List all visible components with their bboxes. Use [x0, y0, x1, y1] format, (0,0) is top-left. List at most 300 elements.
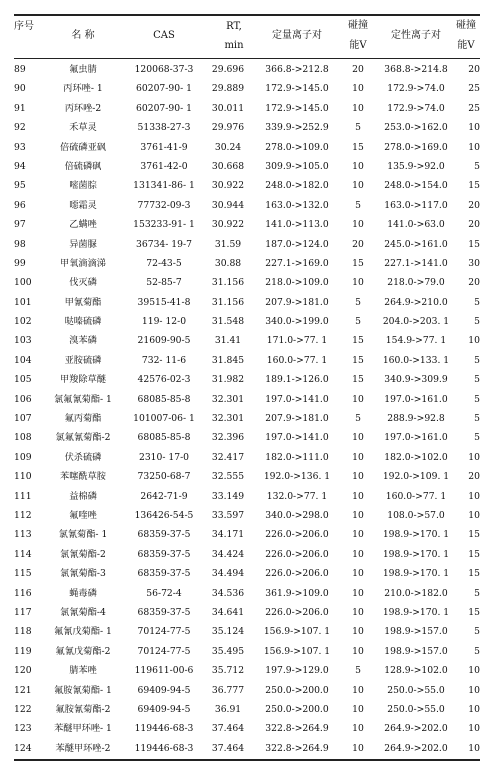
table-body — [14, 60, 480, 758]
cell-qual-ion: 227.1->141.0 — [384, 257, 448, 269]
cell-ce1: 10 — [352, 684, 364, 696]
cell-ce1: 15 — [352, 335, 364, 347]
cell-ce1: 10 — [352, 471, 364, 483]
cell-quant-ion: 207.9->181.0 — [265, 296, 329, 308]
cell-ce2: 20 — [468, 64, 480, 75]
cell-ce1: 10 — [352, 509, 364, 521]
cell-ce1: 10 — [352, 160, 364, 172]
cell-cas: 68359-37-5 — [137, 548, 191, 560]
cell-rt: 35.124 — [211, 626, 245, 638]
table-row — [14, 60, 480, 79]
cell-no: 89 — [14, 64, 26, 75]
cell-cas: 120068-37-3 — [134, 64, 194, 75]
header-ce1-line2: 能V — [349, 40, 367, 51]
cell-cas: 52-85-7 — [146, 277, 182, 289]
cell-rt: 32.555 — [211, 471, 245, 483]
cell-ce2: 25 — [468, 83, 480, 95]
cell-name: 甲氰菊酯 — [64, 296, 102, 308]
cell-ce1: 15 — [352, 257, 364, 269]
cell-qual-ion: 192.0->109. 1 — [382, 471, 450, 483]
cell-name: 亚胺硫磷 — [64, 354, 102, 366]
cell-ce2: 20 — [468, 199, 480, 211]
cell-name: 腈苯唑 — [69, 665, 97, 677]
cell-qual-ion: 135.9->92.0 — [387, 160, 445, 172]
cell-quant-ion: 226.0->206.0 — [265, 568, 329, 580]
cell-name: 苯醚甲环唑-2 — [55, 742, 111, 754]
cell-rt: 31.156 — [211, 296, 245, 308]
table-row — [14, 176, 480, 195]
header-ce2-line1: 碰撞 — [456, 20, 476, 31]
cell-no: 102 — [14, 316, 32, 328]
cell-cas: 68359-37-5 — [137, 606, 191, 618]
cell-rt: 30.88 — [214, 257, 242, 269]
header-ce2-line2: 能V — [457, 40, 475, 51]
cell-name: 氟胺氰菊酯-2 — [55, 703, 111, 715]
cell-ce1: 15 — [352, 354, 364, 366]
cell-no: 97 — [14, 219, 26, 231]
cell-no: 107 — [14, 413, 32, 425]
cell-cas: 77732-09-3 — [137, 199, 191, 211]
table-header — [14, 14, 480, 58]
cell-ce2: 10 — [468, 451, 480, 463]
cell-no: 115 — [14, 568, 32, 580]
cell-name: 禾草灵 — [69, 122, 97, 134]
cell-cas: 21609-90-5 — [137, 335, 191, 347]
cell-ce1: 10 — [352, 451, 364, 463]
cell-ce1: 10 — [352, 568, 364, 580]
cell-ce1: 10 — [352, 606, 364, 618]
cell-name: 氟氰戊菊酯-2 — [55, 645, 111, 657]
cell-quant-ion: 197.9->129.0 — [265, 665, 329, 677]
cell-ce2: 15 — [468, 548, 480, 560]
cell-name: 益棉磷 — [69, 490, 97, 502]
cell-cas: 39515-41-8 — [137, 296, 191, 308]
table-row — [14, 331, 480, 350]
cell-ce1: 10 — [352, 490, 364, 502]
header-rule — [14, 58, 480, 59]
cell-ce2: 20 — [468, 219, 480, 231]
cell-ce1: 10 — [352, 83, 364, 95]
cell-cas: 2310- 17-0 — [138, 451, 190, 463]
cell-ce1: 5 — [355, 413, 361, 425]
cell-ce1: 20 — [352, 64, 364, 75]
cell-ce2: 10 — [468, 490, 480, 502]
cell-ce2: 15 — [468, 606, 480, 618]
cell-ce2: 5 — [474, 160, 480, 172]
cell-no: 111 — [14, 490, 32, 502]
cell-no: 98 — [14, 238, 26, 250]
cell-qual-ion: 128.9->102.0 — [384, 665, 448, 677]
cell-rt: 31.982 — [211, 374, 245, 386]
table-row — [14, 293, 480, 312]
cell-rt: 33.597 — [211, 509, 245, 521]
cell-rt: 36.91 — [214, 703, 242, 715]
cell-cas: 68359-37-5 — [137, 568, 191, 580]
cell-qual-ion: 197.0->161.0 — [384, 432, 448, 444]
cell-name: 氯氟氰菊酯- 1 — [54, 393, 112, 405]
cell-cas: 69409-94-5 — [137, 703, 191, 715]
cell-qual-ion: 198.9->170. 1 — [382, 606, 450, 618]
cell-ce1: 10 — [352, 645, 364, 657]
table-row — [14, 138, 480, 157]
cell-qual-ion: 204.0->203. 1 — [382, 316, 450, 328]
cell-quant-ion: 340.0->199.0 — [265, 316, 329, 328]
cell-name: 甲氧滴滴涕 — [60, 257, 106, 269]
cell-ce1: 10 — [352, 548, 364, 560]
cell-rt: 32.396 — [211, 432, 245, 444]
cell-qual-ion: 218.0->79.0 — [387, 277, 445, 289]
cell-cas: 119611-00-6 — [134, 665, 194, 677]
table-row — [14, 118, 480, 137]
cell-ce2: 5 — [474, 587, 480, 599]
cell-rt: 34.494 — [211, 568, 245, 580]
cell-rt: 30.668 — [211, 160, 245, 172]
cell-qual-ion: 278.0->169.0 — [384, 141, 448, 153]
cell-ce2: 5 — [474, 296, 480, 308]
cell-name: 丙环唑-2 — [64, 102, 102, 114]
cell-no: 118 — [14, 626, 32, 638]
cell-name: 蝇毒磷 — [69, 587, 97, 599]
cell-no: 122 — [14, 703, 32, 715]
cell-cas: 72-43-5 — [146, 257, 182, 269]
cell-cas: 70124-77-5 — [137, 626, 191, 638]
cell-ce1: 10 — [352, 277, 364, 289]
cell-ce2: 5 — [474, 645, 480, 657]
table-row — [14, 467, 480, 486]
cell-ce2: 10 — [468, 723, 480, 735]
cell-cas: 68085-85-8 — [137, 432, 191, 444]
cell-name: 倍硫磷砜 — [64, 160, 102, 172]
cell-no: 96 — [14, 199, 26, 211]
cell-no: 99 — [14, 257, 26, 269]
cell-quant-ion: 248.0->182.0 — [265, 180, 329, 192]
cell-qual-ion: 288.9->92.8 — [387, 413, 445, 425]
header-qual-ion: 定性离子对 — [391, 30, 441, 41]
cell-no: 91 — [14, 102, 26, 114]
table-row — [14, 681, 480, 700]
cell-rt: 34.641 — [211, 606, 245, 618]
cell-name: 氟虫腈 — [69, 64, 97, 75]
cell-ce1: 15 — [352, 141, 364, 153]
cell-cas: 68085-85-8 — [137, 393, 191, 405]
cell-qual-ion: 248.0->154.0 — [384, 180, 448, 192]
header-name: 名 称 — [71, 30, 95, 41]
cell-cas: 119446-68-3 — [134, 723, 194, 735]
cell-qual-ion: 197.0->161.0 — [384, 393, 448, 405]
cell-qual-ion: 264.9->202.0 — [384, 742, 448, 754]
header-ce1-line1: 碰撞 — [348, 20, 368, 31]
cell-ce2: 15 — [468, 180, 480, 192]
cell-cas: 2642-71-9 — [140, 490, 188, 502]
table-row — [14, 215, 480, 234]
cell-quant-ion: 197.0->141.0 — [265, 432, 329, 444]
cell-qual-ion: 368.8->214.8 — [384, 64, 448, 75]
cell-ce2: 15 — [468, 568, 480, 580]
cell-name: 嘧菌腙 — [69, 180, 97, 192]
cell-no: 119 — [14, 645, 32, 657]
cell-ce2: 25 — [468, 102, 480, 114]
cell-rt: 30.944 — [211, 199, 245, 211]
cell-quant-ion: 278.0->109.0 — [265, 141, 329, 153]
cell-rt: 29.976 — [211, 122, 245, 134]
cell-quant-ion: 226.0->206.0 — [265, 606, 329, 618]
cell-rt: 31.41 — [214, 335, 242, 347]
cell-qual-ion: 264.9->210.0 — [384, 296, 448, 308]
table-row — [14, 564, 480, 583]
cell-name: 氯氟氰菊酯-2 — [55, 432, 111, 444]
cell-ce2: 10 — [468, 665, 480, 677]
table-row — [14, 273, 480, 292]
header-rt-line2: min — [224, 40, 244, 51]
cell-quant-ion: 192.0->136. 1 — [263, 471, 331, 483]
table-row — [14, 487, 480, 506]
cell-no: 90 — [14, 83, 26, 95]
cell-ce2: 10 — [468, 703, 480, 715]
cell-no: 123 — [14, 723, 32, 735]
cell-no: 120 — [14, 665, 32, 677]
cell-cas: 73250-68-7 — [137, 471, 191, 483]
cell-rt: 30.922 — [211, 180, 245, 192]
table-row — [14, 739, 480, 758]
cell-quant-ion: 172.9->145.0 — [265, 102, 329, 114]
cell-cas: 3761-42-0 — [140, 160, 188, 172]
cell-cas: 51338-27-3 — [137, 122, 191, 134]
cell-ce2: 10 — [468, 122, 480, 134]
cell-cas: 60207-90- 1 — [136, 83, 192, 95]
cell-qual-ion: 250.0->55.0 — [387, 703, 445, 715]
cell-quant-ion: 250.0->200.0 — [265, 684, 329, 696]
cell-rt: 31.156 — [211, 277, 245, 289]
cell-ce1: 20 — [352, 238, 364, 250]
cell-quant-ion: 361.9->109.0 — [265, 587, 329, 599]
table-row — [14, 235, 480, 254]
cell-no: 121 — [14, 684, 32, 696]
cell-quant-ion: 207.9->181.0 — [265, 413, 329, 425]
cell-name: 伐灭磷 — [69, 277, 97, 289]
cell-qual-ion: 340.9->309.9 — [384, 374, 448, 386]
table-row — [14, 545, 480, 564]
cell-cas: 3761-41-9 — [140, 141, 188, 153]
cell-no: 95 — [14, 180, 26, 192]
cell-no: 92 — [14, 122, 26, 134]
cell-ce2: 15 — [468, 238, 480, 250]
cell-rt: 32.301 — [211, 413, 245, 425]
cell-no: 117 — [14, 606, 32, 618]
cell-quant-ion: 187.0->124.0 — [265, 238, 329, 250]
cell-ce2: 10 — [468, 684, 480, 696]
cell-qual-ion: 160.0->133. 1 — [382, 354, 450, 366]
cell-no: 124 — [14, 742, 32, 754]
cell-no: 110 — [14, 471, 32, 483]
table-row — [14, 254, 480, 273]
cell-ce2: 15 — [468, 529, 480, 541]
cell-ce1: 5 — [355, 296, 361, 308]
cell-quant-ion: 163.0->132.0 — [265, 199, 329, 211]
table-row — [14, 448, 480, 467]
cell-cas: 119446-68-3 — [134, 742, 194, 754]
cell-qual-ion: 198.9->157.0 — [384, 626, 448, 638]
table-row — [14, 196, 480, 215]
cell-no: 100 — [14, 277, 32, 289]
cell-ce2: 5 — [474, 432, 480, 444]
cell-cas: 732- 11-6 — [141, 354, 187, 366]
cell-cas: 42576-02-3 — [137, 374, 191, 386]
cell-ce2: 5 — [474, 374, 480, 386]
table-row — [14, 622, 480, 641]
cell-quant-ion: 250.0->200.0 — [265, 703, 329, 715]
cell-cas: 153233-91- 1 — [133, 219, 195, 231]
table-row — [14, 584, 480, 603]
cell-rt: 34.171 — [211, 529, 245, 541]
cell-ce1: 10 — [352, 102, 364, 114]
cell-ce2: 10 — [468, 141, 480, 153]
cell-qual-ion: 141.0->63.0 — [387, 219, 445, 231]
cell-rt: 31.845 — [211, 354, 245, 366]
cell-name: 哒嗪硫磷 — [64, 316, 102, 328]
cell-qual-ion: 250.0->55.0 — [387, 684, 445, 696]
cell-qual-ion: 264.9->202.0 — [384, 723, 448, 735]
cell-quant-ion: 366.8->212.8 — [265, 64, 329, 75]
cell-ce1: 10 — [352, 703, 364, 715]
cell-name: 氯氰菊酯- 1 — [58, 529, 108, 541]
cell-ce2: 30 — [468, 257, 480, 269]
cell-quant-ion: 189.1->126.0 — [265, 374, 329, 386]
cell-cas: 60207-90- 1 — [136, 102, 192, 114]
cell-cas: 70124-77-5 — [137, 645, 191, 657]
cell-quant-ion: 182.0->111.0 — [265, 451, 329, 463]
cell-qual-ion: 198.9->170. 1 — [382, 568, 450, 580]
cell-ce1: 10 — [352, 529, 364, 541]
cell-rt: 32.417 — [211, 451, 245, 463]
table-row — [14, 351, 480, 370]
cell-quant-ion: 309.9->105.0 — [265, 160, 329, 172]
header-quant-ion: 定量离子对 — [272, 30, 322, 41]
cell-qual-ion: 160.0->77. 1 — [385, 490, 447, 502]
table-row — [14, 603, 480, 622]
cell-quant-ion: 339.9->252.9 — [265, 122, 329, 134]
cell-name: 氯氰菊酯-3 — [60, 568, 106, 580]
cell-name: 丙环唑- 1 — [63, 83, 103, 95]
cell-quant-ion: 227.1->169.0 — [265, 257, 329, 269]
cell-no: 113 — [14, 529, 32, 541]
cell-cas: 56-72-4 — [146, 587, 182, 599]
cell-cas: 101007-06- 1 — [133, 413, 195, 425]
cell-no: 106 — [14, 393, 32, 405]
cell-qual-ion: 198.9->170. 1 — [382, 529, 450, 541]
cell-qual-ion: 198.9->170. 1 — [382, 548, 450, 560]
cell-qual-ion: 253.0->162.0 — [384, 122, 448, 134]
cell-no: 114 — [14, 548, 32, 560]
cell-name: 伏杀硫磷 — [64, 451, 102, 463]
cell-ce1: 5 — [355, 199, 361, 211]
cell-ce2: 10 — [468, 742, 480, 754]
cell-quant-ion: 340.0->298.0 — [265, 509, 329, 521]
cell-name: 溴苯磷 — [69, 335, 97, 347]
cell-ce1: 10 — [352, 393, 364, 405]
cell-quant-ion: 171.0->77. 1 — [266, 335, 328, 347]
cell-name: 甲羧除草醚 — [60, 374, 106, 386]
cell-name: 氟丙菊酯 — [64, 413, 102, 425]
cell-rt: 34.424 — [211, 548, 245, 560]
cell-ce1: 10 — [352, 742, 364, 754]
cell-no: 104 — [14, 354, 32, 366]
cell-no: 109 — [14, 451, 32, 463]
cell-qual-ion: 172.9->74.0 — [387, 83, 445, 95]
cell-qual-ion: 182.0->102.0 — [384, 451, 448, 463]
cell-rt: 35.495 — [211, 645, 245, 657]
cell-ce2: 20 — [468, 277, 480, 289]
cell-ce1: 10 — [352, 626, 364, 638]
table-row — [14, 370, 480, 389]
cell-rt: 36.777 — [211, 684, 245, 696]
table-row — [14, 390, 480, 409]
cell-rt: 31.548 — [211, 316, 245, 328]
cell-ce1: 5 — [355, 665, 361, 677]
cell-no: 105 — [14, 374, 32, 386]
cell-ce1: 5 — [355, 122, 361, 134]
cell-ce1: 10 — [352, 180, 364, 192]
cell-cas: 36734- 19-7 — [136, 238, 192, 250]
cell-quant-ion: 226.0->206.0 — [265, 529, 329, 541]
cell-no: 116 — [14, 587, 32, 599]
cell-name: 乙螨唑 — [69, 219, 97, 231]
cell-ce1: 15 — [352, 374, 364, 386]
table-row — [14, 312, 480, 331]
cell-no: 94 — [14, 160, 26, 172]
cell-cas: 131341-86- 1 — [133, 180, 195, 192]
cell-ce2: 5 — [474, 354, 480, 366]
cell-rt: 31.59 — [214, 238, 242, 250]
table-row — [14, 79, 480, 98]
cell-name: 氯氰菊酯-4 — [60, 606, 106, 618]
cell-quant-ion: 322.8->264.9 — [265, 723, 329, 735]
cell-rt: 30.922 — [211, 219, 245, 231]
cell-name: 苯醚甲环唑- 1 — [54, 723, 112, 735]
table-row — [14, 506, 480, 525]
cell-ce1: 10 — [352, 587, 364, 599]
cell-quant-ion: 322.8->264.9 — [265, 742, 329, 754]
cell-ce2: 5 — [474, 413, 480, 425]
table-row — [14, 700, 480, 719]
table-row — [14, 719, 480, 738]
cell-quant-ion: 226.0->206.0 — [265, 548, 329, 560]
cell-ce2: 5 — [474, 393, 480, 405]
cell-quant-ion: 172.9->145.0 — [265, 83, 329, 95]
cell-rt: 29.889 — [211, 83, 245, 95]
cell-ce2: 20 — [468, 471, 480, 483]
cell-no: 108 — [14, 432, 32, 444]
cell-no: 112 — [14, 509, 32, 521]
cell-ce1: 10 — [352, 723, 364, 735]
cell-name: 倍硫磷亚砜 — [60, 141, 106, 153]
cell-ce2: 5 — [474, 316, 480, 328]
cell-rt: 30.011 — [211, 102, 245, 114]
table-row — [14, 99, 480, 118]
cell-name: 苯噻酰草胺 — [60, 471, 106, 483]
cell-ce1: 10 — [352, 219, 364, 231]
cell-quant-ion: 156.9->107. 1 — [263, 645, 331, 657]
header-no: 序号 — [14, 21, 34, 32]
header-rt-line1: RT, — [226, 21, 242, 32]
cell-quant-ion: 160.0->77. 1 — [266, 354, 328, 366]
cell-quant-ion: 132.0->77. 1 — [266, 490, 328, 502]
cell-qual-ion: 198.9->157.0 — [384, 645, 448, 657]
cell-no: 101 — [14, 296, 32, 308]
cell-ce2: 10 — [468, 509, 480, 521]
cell-qual-ion: 163.0->117.0 — [384, 199, 448, 211]
cell-cas: 68359-37-5 — [137, 529, 191, 541]
table-row — [14, 642, 480, 661]
